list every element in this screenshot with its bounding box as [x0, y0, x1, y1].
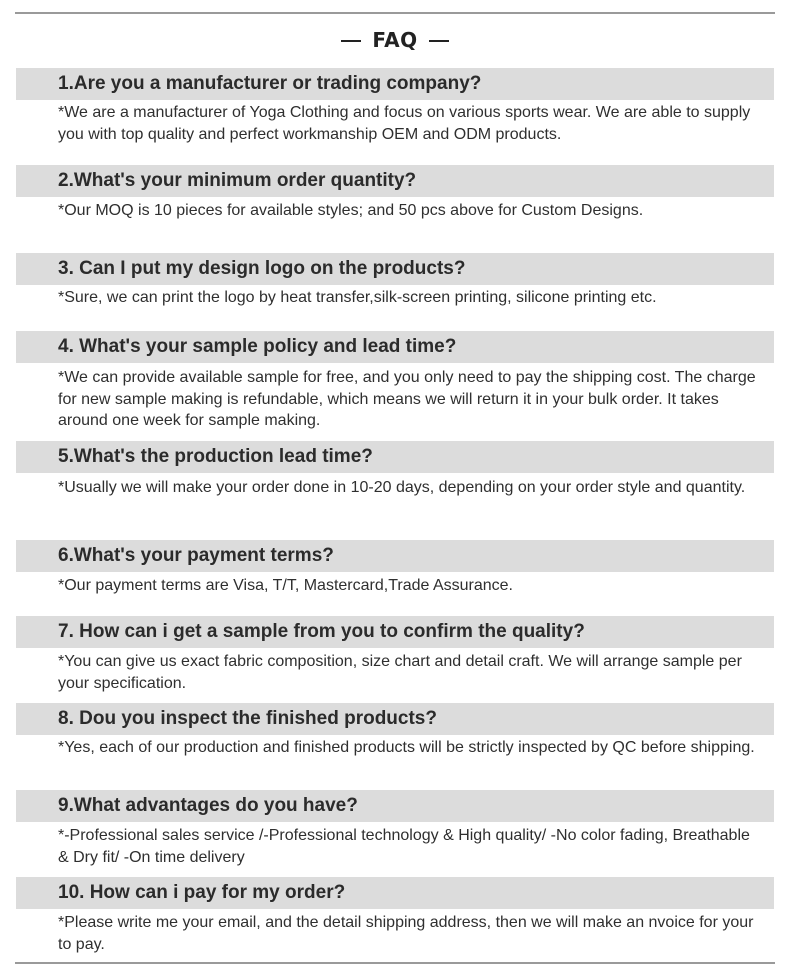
- title-dash-left: [341, 40, 361, 42]
- title-dash-right: [429, 40, 449, 42]
- faq-question-4: 4. What's your sample policy and lead time?: [16, 331, 774, 363]
- faq-answer-8: *Yes, each of our production and finished products will be strictly inspected by QC before shipping.: [58, 739, 755, 756]
- faq-answer-10: *Please write me your email, and the detail shipping address, then we will make an nvoice for your to pay.: [58, 914, 754, 953]
- faq-answer-6: *Our payment terms are Visa, T/T, Mastercard,Trade Assurance.: [58, 577, 513, 594]
- top-divider: [15, 12, 775, 14]
- faq-question-5: 5.What's the production lead time?: [16, 441, 774, 473]
- page-title-text: FAQ: [372, 28, 418, 52]
- faq-answer-4: *We can provide available sample for free, and you only need to pay the shipping cost. The charge for new sample making is refundable, which means we will return it in your bulk order. It takes around one week for sample making.: [58, 369, 756, 429]
- faq-question-2: 2.What's your minimum order quantity?: [16, 165, 774, 197]
- faq-answer-3: *Sure, we can print the logo by heat transfer,silk-screen printing, silicone printing etc.: [58, 289, 657, 306]
- faq-question-9: 9.What advantages do you have?: [16, 790, 774, 822]
- faq-question-10: 10. How can i pay for my order?: [16, 877, 774, 909]
- faq-answer-1: *We are a manufacturer of Yoga Clothing and focus on various sports wear. We are able to supply you with top quality and perfect workmanship OEM and ODM products.: [58, 104, 751, 143]
- faq-question-1: 1.Are you a manufacturer or trading company?: [16, 68, 774, 100]
- bottom-divider: [15, 962, 775, 964]
- faq-question-8: 8. Dou you inspect the finished products?: [16, 703, 774, 735]
- faq-answer-9: *-Professional sales service /-Professional technology & High quality/ -No color fading, Breathable & Dry fit/ -On time delivery: [58, 827, 750, 866]
- page-title: [0, 28, 790, 52]
- faq-answer-2: *Our MOQ is 10 pieces for available styles; and 50 pcs above for Custom Designs.: [58, 202, 644, 219]
- faq-question-7: 7. How can i get a sample from you to confirm the quality?: [16, 616, 774, 648]
- faq-answer-5: *Usually we will make your order done in 10-20 days, depending on your order style and quantity.: [58, 479, 746, 496]
- faq-answer-7: *You can give us exact fabric composition, size chart and detail craft. We will arrange sample per your specification.: [58, 653, 742, 692]
- faq-question-3: 3. Can I put my design logo on the products?: [16, 253, 774, 285]
- faq-question-6: 6.What's your payment terms?: [16, 540, 774, 572]
